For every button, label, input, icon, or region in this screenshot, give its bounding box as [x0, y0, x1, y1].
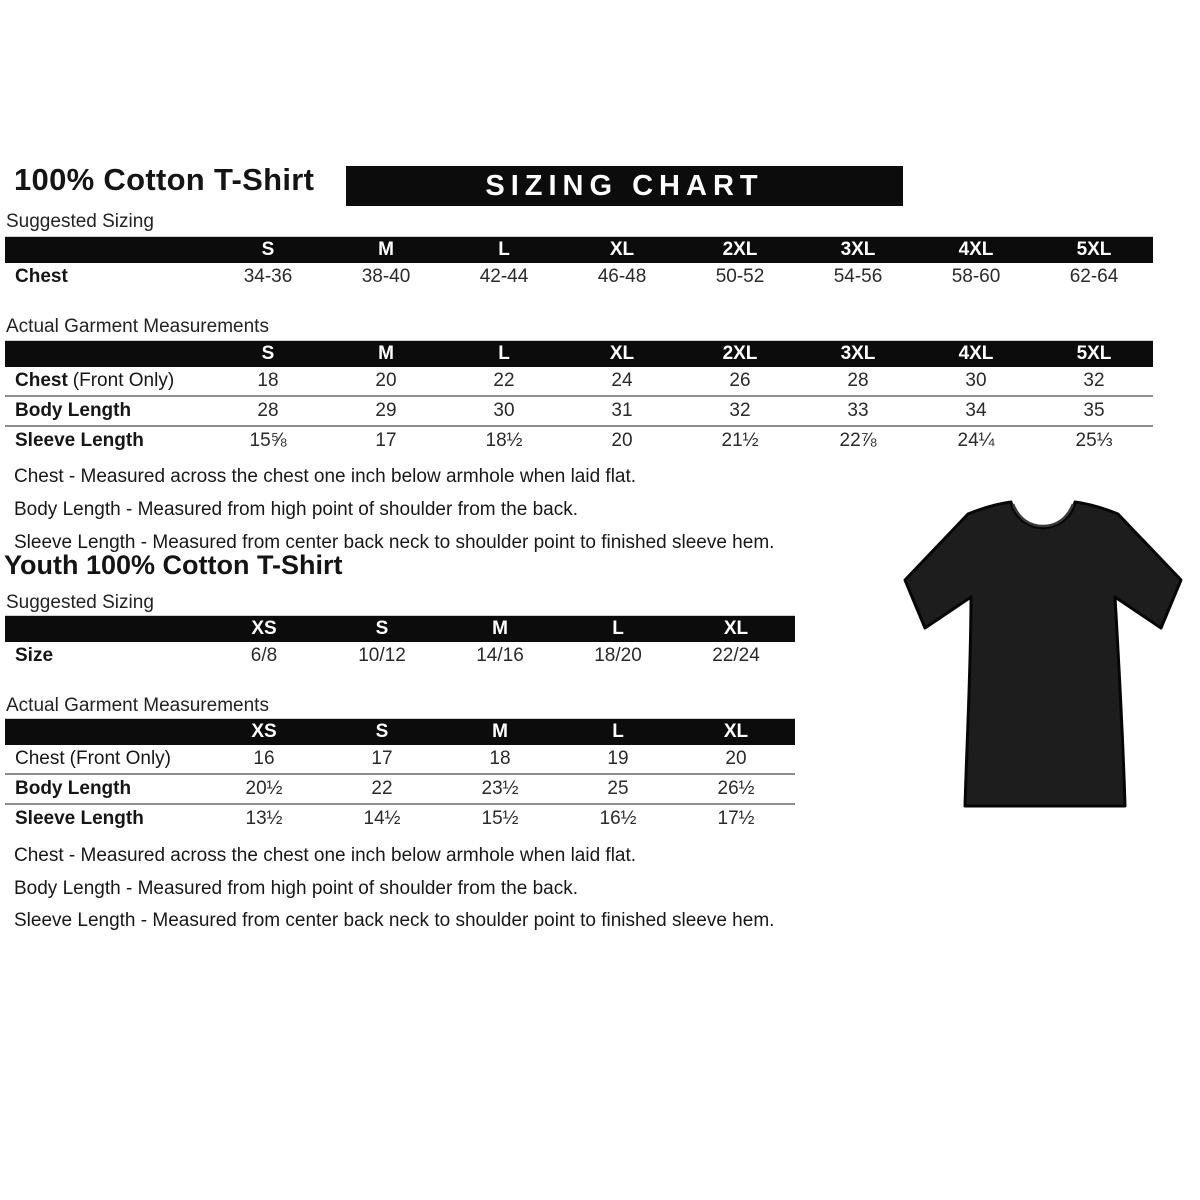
measurement-cell: 30 — [965, 370, 987, 391]
measurement-cell: 20½ — [245, 778, 283, 799]
measurement-cell: 20 — [375, 370, 397, 391]
measurement-cell: 23½ — [481, 778, 519, 799]
size-column-header: 4XL — [958, 239, 994, 260]
row-label: Chest — [15, 266, 68, 287]
chest-range-cell: 34-36 — [243, 266, 293, 287]
size-column-header: M — [492, 721, 508, 742]
measurement-cell: 22 — [371, 778, 393, 799]
measurement-note: Body Length - Measured from high point of shoulder from the back. — [14, 499, 578, 520]
measurement-cell: 31 — [611, 400, 633, 421]
row-label: Body Length — [15, 400, 132, 421]
measurement-cell: 19 — [607, 748, 629, 769]
chest-range-cell: 42-44 — [479, 266, 529, 287]
measurement-cell: 17 — [371, 748, 393, 769]
sleeve-length-row — [5, 427, 1153, 455]
size-column-header: M — [378, 239, 394, 260]
chest-measurement-row — [5, 367, 1153, 395]
size-range-cell: 14/16 — [476, 645, 524, 666]
size-range-cell: 6/8 — [250, 645, 278, 666]
size-column-header: XL — [609, 239, 635, 260]
measurement-cell: 35 — [1083, 400, 1105, 421]
measurement-cell: 28 — [257, 400, 279, 421]
youth-title: Youth 100% Cotton T-Shirt — [4, 550, 343, 580]
size-range-cell: 10/12 — [358, 645, 406, 666]
measurement-note: Chest - Measured across the chest one inch below armhole when laid flat. — [14, 845, 637, 866]
measurement-cell: 15⅝ — [249, 430, 287, 451]
size-column-header: S — [261, 343, 275, 364]
black-tshirt-image — [893, 476, 1193, 816]
size-column-header: 4XL — [958, 343, 994, 364]
size-column-header: 2XL — [722, 343, 758, 364]
size-column-header: XL — [723, 721, 749, 742]
row-label: Body Length — [15, 778, 132, 799]
measurement-note: Body Length - Measured from high point of shoulder from the back. — [14, 878, 578, 899]
adult-actual-measurements-table — [5, 340, 1153, 455]
row-label: Chest (Front Only) — [15, 370, 175, 391]
measurement-cell: 15½ — [481, 808, 519, 829]
chest-range-cell: 62-64 — [1069, 266, 1119, 287]
adult-actual-measurements-label: Actual Garment Measurements — [6, 316, 269, 337]
measurement-cell: 25 — [607, 778, 629, 799]
measurement-cell: 32 — [1083, 370, 1105, 391]
youth-suggested-sizing-label: Suggested Sizing — [6, 592, 154, 613]
row-label: Sleeve Length — [15, 808, 144, 829]
chest-range-cell: 46-48 — [597, 266, 647, 287]
size-header-row — [5, 719, 795, 745]
youth-size-row — [5, 642, 795, 670]
row-label: Size — [15, 645, 54, 666]
measurement-cell: 34 — [965, 400, 987, 421]
measurement-cell: 24 — [611, 370, 633, 391]
measurement-cell: 17½ — [717, 808, 755, 829]
measurement-cell: 18 — [257, 370, 279, 391]
measurement-cell: 21½ — [721, 430, 759, 451]
chest-range-cell: 50-52 — [715, 266, 765, 287]
adult-suggested-sizing-label: Suggested Sizing — [6, 211, 154, 232]
measurement-cell: 18 — [489, 748, 511, 769]
measurement-cell: 20 — [725, 748, 747, 769]
size-column-header: L — [612, 721, 624, 742]
measurement-cell: 16½ — [599, 808, 637, 829]
size-column-header: L — [612, 618, 624, 639]
youth-actual-measurements-table — [5, 718, 795, 833]
size-column-header: S — [375, 618, 389, 639]
size-column-header: S — [375, 721, 389, 742]
measurement-cell: 30 — [493, 400, 515, 421]
size-column-header: S — [261, 239, 275, 260]
adult-title: 100% Cotton T-Shirt — [14, 162, 315, 197]
size-column-header: 5XL — [1076, 343, 1112, 364]
measurement-cell: 14½ — [363, 808, 401, 829]
size-column-header: M — [378, 343, 394, 364]
measurement-note: Sleeve Length - Measured from center back neck to shoulder point to finished sleeve hem. — [14, 910, 775, 931]
youth-actual-measurements-label: Actual Garment Measurements — [6, 695, 269, 716]
size-column-header: 2XL — [722, 239, 758, 260]
size-column-header: L — [498, 239, 510, 260]
size-column-header: 5XL — [1076, 239, 1112, 260]
row-label: Chest (Front Only) — [15, 748, 171, 769]
measurement-cell: 24¼ — [957, 430, 995, 451]
row-label: Sleeve Length — [15, 430, 144, 451]
size-range-cell: 22/24 — [712, 645, 760, 666]
size-column-header: XS — [251, 721, 277, 742]
size-column-header: M — [492, 618, 508, 639]
measurement-cell: 16 — [253, 748, 275, 769]
size-column-header: 3XL — [840, 239, 876, 260]
body-length-row — [5, 397, 1153, 425]
chest-measurement-row — [5, 745, 795, 773]
adult-suggested-sizing-table — [5, 236, 1153, 291]
size-column-header: L — [498, 343, 510, 364]
measurement-cell: 26 — [729, 370, 751, 391]
size-column-header: XS — [251, 618, 277, 639]
chest-range-cell: 38-40 — [361, 266, 411, 287]
measurement-cell: 28 — [847, 370, 869, 391]
measurement-cell: 18½ — [485, 430, 523, 451]
size-header-row — [5, 237, 1153, 263]
size-column-header: 3XL — [840, 343, 876, 364]
measurement-cell: 13½ — [245, 808, 283, 829]
chest-range-row — [5, 263, 1153, 291]
measurement-cell: 25⅓ — [1075, 430, 1113, 451]
measurement-cell: 22 — [493, 370, 515, 391]
measurement-cell: 32 — [729, 400, 751, 421]
youth-suggested-sizing-table — [5, 615, 795, 670]
size-header-row — [5, 341, 1153, 367]
sizing-chart-banner — [346, 166, 903, 206]
measurement-cell: 22⅞ — [839, 430, 877, 451]
chest-range-cell: 54-56 — [833, 266, 883, 287]
measurement-cell: 17 — [375, 430, 397, 451]
size-header-row — [5, 616, 795, 642]
size-range-cell: 18/20 — [594, 645, 642, 666]
measurement-note: Chest - Measured across the chest one inch below armhole when laid flat. — [14, 466, 637, 487]
size-column-header: XL — [723, 618, 749, 639]
chest-range-cell: 58-60 — [951, 266, 1001, 287]
size-column-header: XL — [609, 343, 635, 364]
measurement-cell: 20 — [611, 430, 633, 451]
measurement-cell: 26½ — [717, 778, 755, 799]
body-length-row — [5, 775, 795, 803]
measurement-note: Sleeve Length - Measured from center back neck to shoulder point to finished sleeve hem. — [14, 532, 775, 553]
measurement-cell: 29 — [375, 400, 397, 421]
sleeve-length-row — [5, 805, 795, 833]
measurement-cell: 33 — [847, 400, 869, 421]
sizing-chart-banner-label: SIZING CHART — [485, 169, 764, 202]
